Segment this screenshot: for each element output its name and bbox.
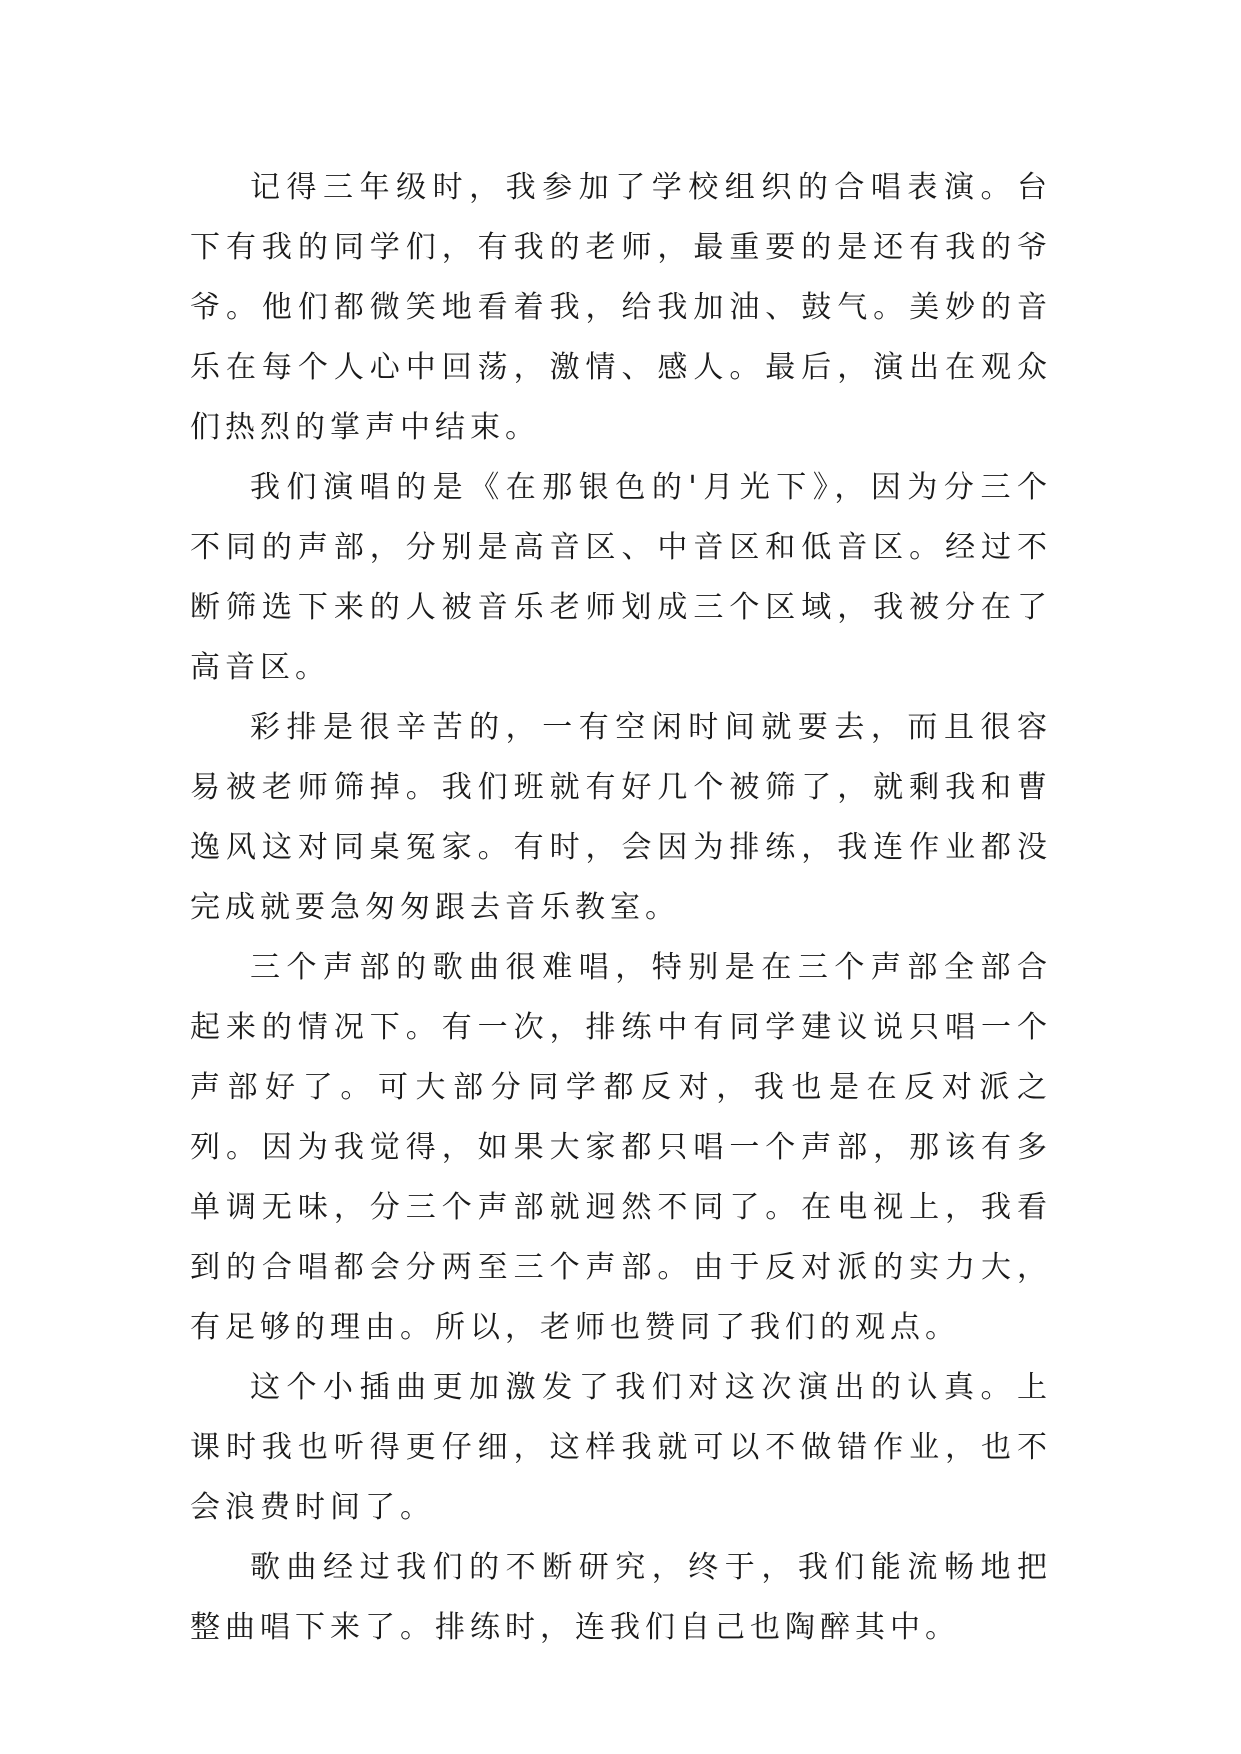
paragraph-3: 彩排是很辛苦的，一有空闲时间就要去，而且很容易被老师筛掉。我们班就有好几个被筛了，就剩我和曹逸风这对同桌冤家。有时，会因为排练，我连作业都没完成就要急匆匆跟去音乐教室。 <box>190 710 1052 925</box>
paragraph-1: 记得三年级时，我参加了学校组织的合唱表演。台下有我的同学们，有我的老师，最重要的是还有我的爷爷。他们都微笑地看着我，给我加油、鼓气。美妙的音乐在每个人心中回荡，激情、感人。最后，演出在观众们热烈的掌声中结束。 <box>190 170 1052 445</box>
paragraph-4: 三个声部的歌曲很难唱，特别是在三个声部全部合起来的情况下。有一次，排练中有同学建议说只唱一个声部好了。可大部分同学都反对，我也是在反对派之列。因为我觉得，如果大家都只唱一个声部，那该有多单调无味，分三个声部就迥然不同了。在电视上，我看到的合唱都会分两至三个声部。由于反对派的实力大，有足够的理由。所以，老师也赞同了我们的观点。 <box>190 950 1052 1345</box>
paragraph-5: 这个小插曲更加激发了我们对这次演出的认真。上课时我也听得更仔细，这样我就可以不做错作业，也不会浪费时间了。 <box>190 1370 1052 1525</box>
document-body <box>190 158 1052 1658</box>
paragraph-2: 我们演唱的是《在那银色的'月光下》，因为分三个不同的声部，分别是高音区、中音区和低音区。经过不断筛选下来的人被音乐老师划成三个区域，我被分在了高音区。 <box>190 470 1052 685</box>
paragraph-6: 歌曲经过我们的不断研究，终于，我们能流畅地把整曲唱下来了。排练时，连我们自己也陶醉其中。 <box>190 1550 1052 1645</box>
